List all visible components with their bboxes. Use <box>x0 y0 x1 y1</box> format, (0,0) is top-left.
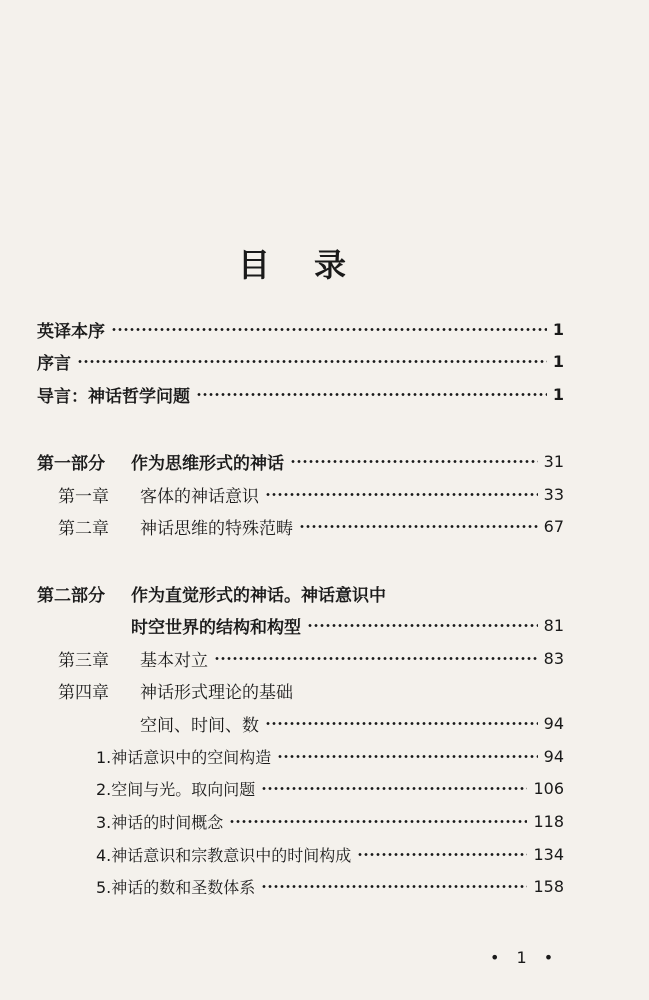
toc-entry-introduction[interactable] <box>37 381 564 407</box>
entry-label: 序言 <box>37 353 71 374</box>
toc-entry-section2[interactable] <box>96 775 564 801</box>
entry-page: 1 <box>552 384 564 404</box>
leader-dots <box>265 722 538 725</box>
entry-page: 94 <box>543 746 564 766</box>
entry-page: 83 <box>543 648 564 668</box>
section-label: 2.空间与光。取向问题 <box>96 779 256 799</box>
chapter-title: 神话思维的特殊范畴 <box>140 518 293 539</box>
entry-page: 67 <box>543 516 564 536</box>
part-title-line1: 作为直觉形式的神话。神话意识中 <box>131 585 386 606</box>
entry-page: 31 <box>543 451 564 471</box>
section-label: 3.神话的时间概念 <box>96 812 224 832</box>
part-title: 作为思维形式的神话 <box>131 453 284 474</box>
leader-dots <box>77 360 547 363</box>
leader-dots <box>261 787 527 790</box>
toc-entry-part1[interactable] <box>37 448 564 474</box>
part-title-line2: 时空世界的结构和构型 <box>131 617 301 638</box>
toc-entry-section1[interactable] <box>96 743 564 769</box>
chapter-label: 第二章 <box>58 518 109 539</box>
leader-dots <box>261 885 527 888</box>
entry-page: 118 <box>533 811 564 831</box>
chapter-title-line2: 空间、时间、数 <box>140 715 259 736</box>
entry-label: 导言：神话哲学问题 <box>37 386 190 407</box>
leader-dots <box>214 657 538 660</box>
leader-dots <box>290 460 538 463</box>
page-number: • 1 • <box>490 948 560 967</box>
toc-entry-part2-line2[interactable] <box>131 612 564 638</box>
entry-page: 106 <box>533 778 564 798</box>
title-char-2: 录 <box>314 246 349 284</box>
entry-page: 81 <box>543 615 564 635</box>
leader-dots <box>111 328 547 331</box>
section-label: 5.神话的数和圣数体系 <box>96 877 256 897</box>
toc-entry-chapter4-line2[interactable] <box>140 710 564 736</box>
leader-dots <box>307 624 538 627</box>
chapter-title: 基本对立 <box>140 650 208 671</box>
chapter-label: 第四章 <box>58 682 109 703</box>
toc-entry-preface[interactable] <box>37 348 564 374</box>
entry-page: 1 <box>552 351 564 371</box>
leader-dots <box>229 820 527 823</box>
entry-label: 英译本序 <box>37 321 105 342</box>
title-char-1: 目 <box>238 246 273 284</box>
entry-page: 134 <box>533 844 564 864</box>
toc-entry-chapter4[interactable] <box>58 677 564 703</box>
leader-dots <box>196 393 547 396</box>
toc-entry-chapter2[interactable] <box>58 513 564 539</box>
toc-entry-chapter3[interactable] <box>58 645 564 671</box>
leader-dots <box>357 853 527 856</box>
part-label: 第二部分 <box>37 585 105 606</box>
section-label: 1.神话意识中的空间构造 <box>96 747 272 767</box>
section-label: 4.神话意识和宗教意识中的时间构成 <box>96 845 352 865</box>
chapter-label: 第一章 <box>58 486 109 507</box>
leader-dots <box>299 525 538 528</box>
toc-entry-preface-en[interactable] <box>37 316 564 342</box>
part-label: 第一部分 <box>37 453 105 474</box>
toc-entry-chapter1[interactable] <box>58 481 564 507</box>
entry-page: 1 <box>552 319 564 339</box>
toc-entry-section3[interactable] <box>96 808 564 834</box>
chapter-title-line1: 神话形式理论的基础 <box>140 682 293 703</box>
page-title <box>238 240 348 286</box>
toc-entry-part2[interactable] <box>37 580 564 606</box>
chapter-label: 第三章 <box>58 650 109 671</box>
entry-page: 158 <box>533 876 564 896</box>
entry-page: 33 <box>543 484 564 504</box>
leader-dots <box>265 493 538 496</box>
entry-page: 94 <box>543 713 564 733</box>
leader-dots <box>277 755 537 758</box>
chapter-title: 客体的神话意识 <box>140 486 259 507</box>
toc-entry-section5[interactable] <box>96 873 564 899</box>
toc-entry-section4[interactable] <box>96 841 564 867</box>
